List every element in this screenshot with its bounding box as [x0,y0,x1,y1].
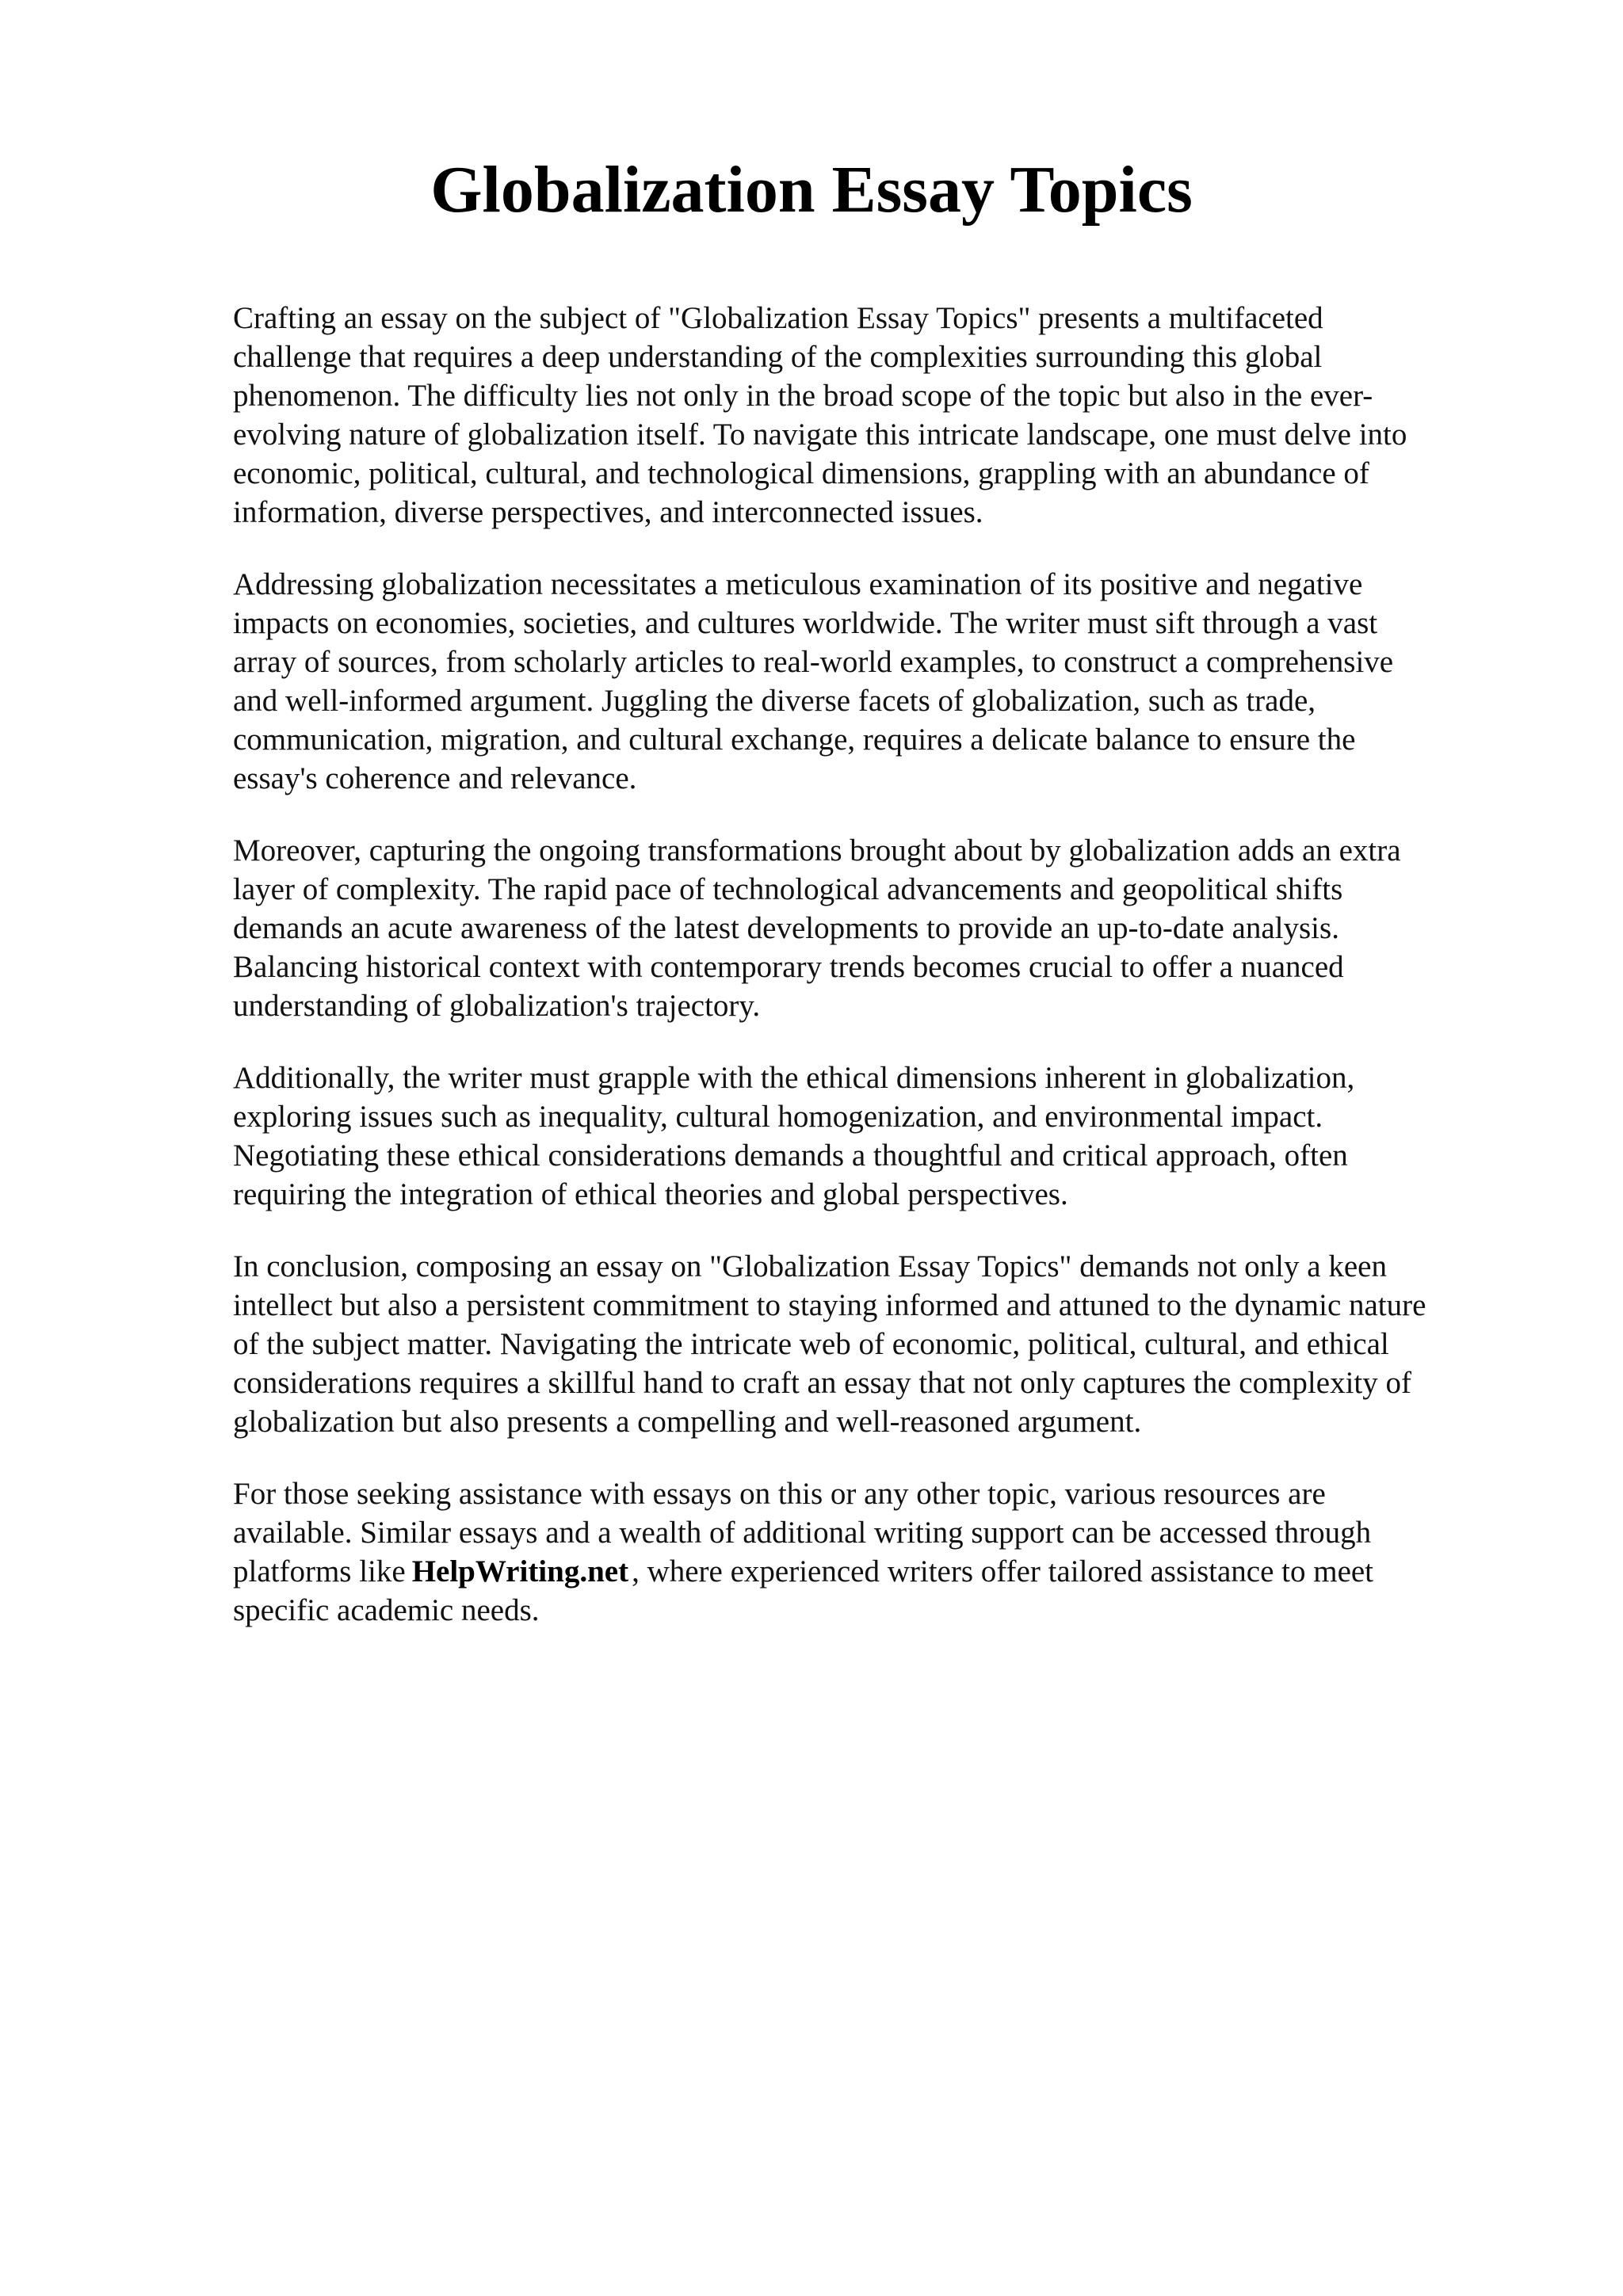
paragraph [233,565,1514,798]
paragraph-line: Negotiating these ethical considerations demands a thoughtful and critical approach, often [233,1138,1348,1173]
paragraph-line: economic, political, cultural, and technological dimensions, grappling with an abundance of [233,456,1369,490]
paragraph-line: essay's coherence and relevance. [233,761,637,795]
paragraph-line: communication, migration, and cultural exchange, requires a delicate balance to ensure the [233,723,1356,757]
paragraph-line: and well-informed argument. Juggling the diverse facets of globalization, such as trade, [233,684,1316,718]
paragraph-line: Moreover, capturing the ongoing transformations brought about by globalization adds an extra [233,833,1401,868]
paragraph-line: of the subject matter. Navigating the intricate web of economic, political, cultural, and ethical [233,1327,1389,1361]
paragraph [233,299,1514,532]
paragraph-line [233,1552,1514,1591]
paragraph-line: layer of complexity. The rapid pace of technological advancements and geopolitical shifts [233,872,1343,906]
paragraph-list [233,299,1514,1441]
page-title: Globalization Essay Topics [430,153,1193,227]
paragraph-line: information, diverse perspectives, and interconnected issues. [233,495,983,529]
paragraph-line: Crafting an essay on the subject of "Globalization Essay Topics" presents a multifaceted [233,301,1323,335]
paragraph-line: available. Similar essays and a wealth of additional writing support can be accessed through [233,1516,1372,1550]
paragraph-line: specific academic needs. [233,1593,540,1627]
paragraph-line: Additionally, the writer must grapple with the ethical dimensions inherent in globalization, [233,1061,1355,1095]
paragraph-line: intellect but also a persistent commitment to staying informed and attuned to the dynamic nature [233,1288,1426,1322]
paragraph-final [233,1474,1514,1630]
paragraph-line: evolving nature of globalization itself. To navigate this intricate landscape, one must delve into [233,418,1407,452]
paragraph [233,831,1514,1025]
helpwriting-link[interactable]: HelpWriting.net [411,1554,629,1589]
paragraph-line: requiring the integration of ethical theories and global perspectives. [233,1177,1068,1211]
paragraph-line: exploring issues such as inequality, cultural homogenization, and environmental impact. [233,1100,1323,1134]
paragraph-text: , where experienced writers offer tailored assistance to meet [632,1554,1374,1589]
paragraph-line: For those seeking assistance with essays on this or any other topic, various resources are [233,1477,1326,1511]
paragraph-line: Addressing globalization necessitates a meticulous examination of its positive and negative [233,567,1363,601]
paragraph [233,1247,1514,1441]
paragraph-text: platforms like [233,1554,406,1589]
paragraph-line: challenge that requires a deep understanding of the complexities surrounding this global [233,340,1323,374]
paragraph-line: understanding of globalization's trajectory. [233,989,761,1023]
paragraph-line: considerations requires a skillful hand to craft an essay that not only captures the complexity of [233,1366,1411,1400]
paragraph-line: globalization but also presents a compelling and well-reasoned argument. [233,1405,1142,1439]
paragraph [233,1058,1514,1214]
paragraph-line: array of sources, from scholarly articles to real-world examples, to construct a comprehensive [233,645,1394,679]
paragraph-line: In conclusion, composing an essay on "Globalization Essay Topics" demands not only a keen [233,1249,1387,1283]
paragraph-line: Balancing historical context with contemporary trends becomes crucial to offer a nuanced [233,950,1344,984]
paragraph-line: demands an acute awareness of the latest developments to provide an up-to-date analysis. [233,911,1339,945]
paragraph-line: phenomenon. The difficulty lies not only in the broad scope of the topic but also in the ever- [233,379,1373,413]
essay-body [233,299,1514,1663]
paragraph-line: impacts on economies, societies, and cultures worldwide. The writer must sift through a vast [233,606,1378,640]
